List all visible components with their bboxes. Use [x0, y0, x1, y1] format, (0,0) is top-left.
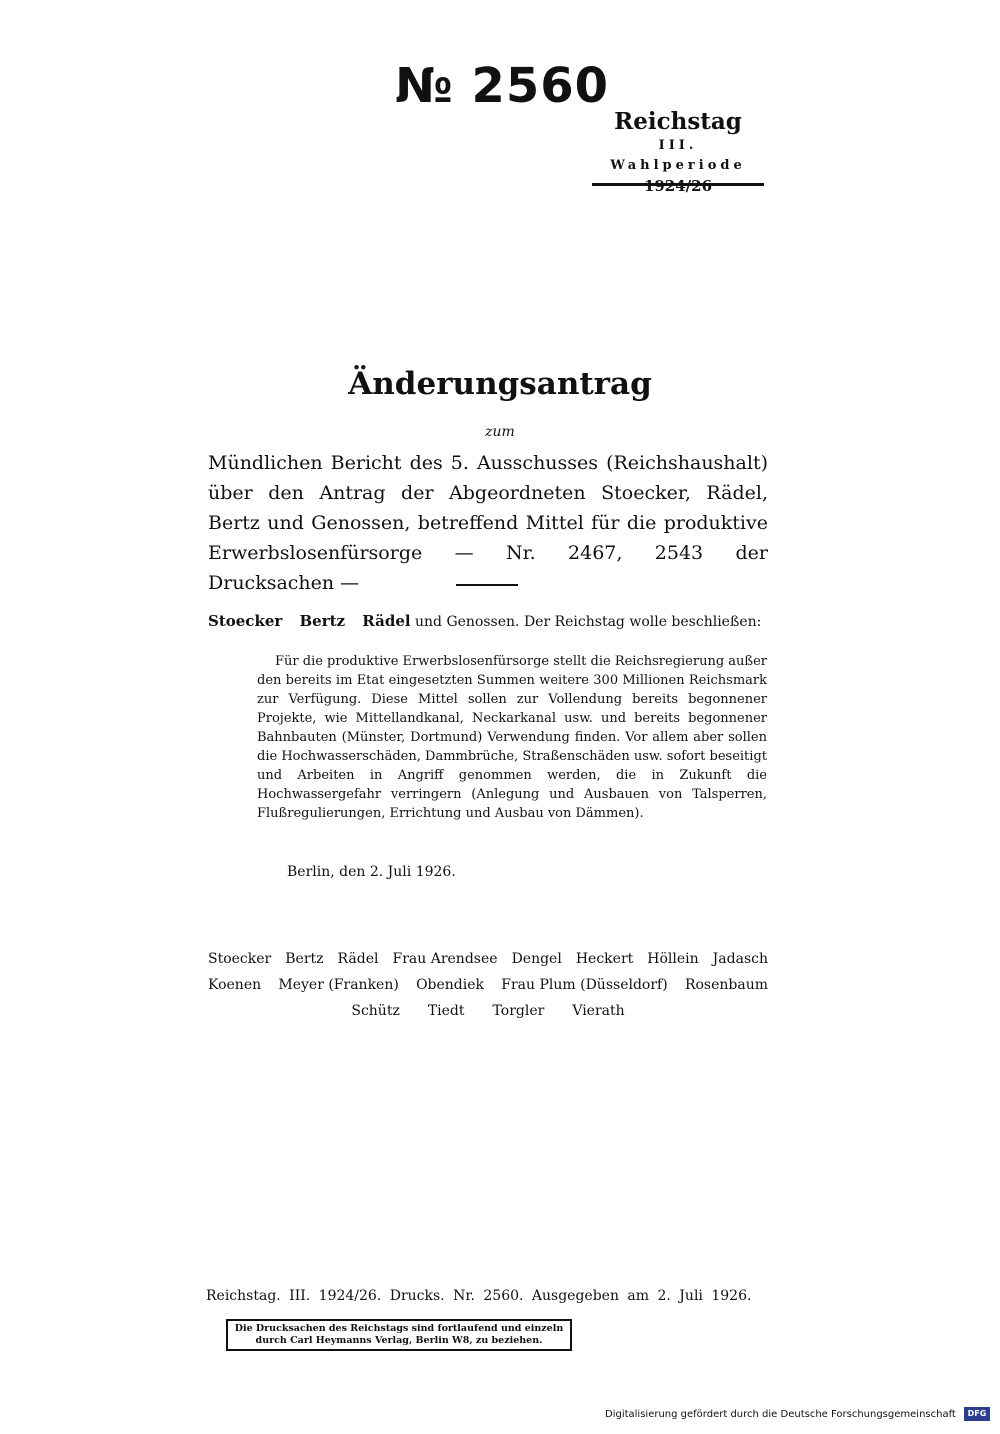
motion-body: Für die produktive Erwerbslosenfürsorge stellt die Reichsregierung außer den bereits im Etat eingesetzten Summen weitere 300 Millionen Reichsmark zur Verfügung. Diese Mittel sollen zur Vollendung bereits begonnener Projekte, wie Mittellandkanal, Neckarkanal usw. und bereits begonnener Bahnbauten (Münster, Dortmund) Verwendung finden. Vor allem aber sollen die Hochwasserschäden, Dammbrüche, Straßenschäden usw. sofort beseitigt und Arbeiten in Angriff genommen werden, die in Zukunft die Hochwassergefahr verringern (Anlegung und Ausbauen von Talsperren, Flußregulierungen, Errichtung und Ausbau von Dämmen). — [257, 654, 767, 821]
distribution-note-box: Die Drucksachen des Reichstags sind fortlaufend und einzeln durch Carl Heymanns Verlag, Berlin W8, zu beziehen. — [226, 1319, 572, 1351]
signatory-name: Tiedt — [427, 1003, 465, 1019]
signatory-name: Frau Plum (Düsseldorf) — [501, 977, 668, 993]
signatory-name: Schütz — [351, 1003, 400, 1019]
dfg-logo: DFG — [964, 1407, 990, 1421]
signatory-name: Bertz — [285, 951, 324, 967]
signatory-name: Torgler — [492, 1003, 545, 1019]
signatory-name: Koenen — [208, 977, 262, 993]
digitization-credit: Digitalisierung gefördert durch die Deutsche Forschungsgemeinschaft — [605, 1409, 956, 1420]
motion-line — [208, 612, 768, 630]
signatory-name: Heckert — [575, 951, 634, 967]
signatory-row — [208, 946, 768, 972]
signatories — [208, 946, 768, 1024]
motion-text: und Genossen. Der Reichstag wolle beschließen: — [415, 614, 762, 630]
title-preposition: zum — [485, 424, 515, 440]
reichstag-period: III. Wahlperiode — [610, 138, 746, 173]
signatory-name: Frau Arendsee — [392, 951, 498, 967]
publication-footer: Reichstag. III. 1924/26. Drucks. Nr. 2560. Ausgegeben am 2. Juli 1926. — [206, 1288, 752, 1304]
signatory-name: Rosenbaum — [684, 977, 768, 993]
signatory-row — [208, 972, 768, 998]
signatory-row — [208, 998, 768, 1024]
dateline: Berlin, den 2. Juli 1926. — [287, 864, 456, 880]
reichstag-title: Reichstag — [614, 108, 742, 135]
motion-movers: Stoecker Bertz Rädel — [208, 612, 411, 630]
signatory-name: Meyer (Franken) — [278, 977, 399, 993]
signatory-name: Rädel — [337, 951, 379, 967]
subject-paragraph: Mündlichen Bericht des 5. Ausschusses (Reichshaushalt) über den Antrag der Abgeordneten Stoecker, Rädel, Bertz und Genossen, betreffend Mittel für die produktive Erwerbslosenfürsorge — Nr. 2467, 2543 der Drucksachen — — [208, 452, 768, 594]
reichstag-years: 1924/26 — [643, 177, 713, 195]
section-divider — [456, 584, 518, 586]
signatory-name: Obendiek — [416, 977, 485, 993]
signatory-name: Höllein — [647, 951, 699, 967]
document-number: № 2560 — [395, 58, 610, 114]
signatory-name: Jadasch — [712, 951, 768, 967]
signatory-name: Vierath — [572, 1003, 625, 1019]
signatory-name: Stoecker — [208, 951, 272, 967]
document-title: Änderungsantrag — [348, 366, 652, 402]
signatory-name: Dengel — [511, 951, 562, 967]
header-underline — [592, 183, 764, 186]
